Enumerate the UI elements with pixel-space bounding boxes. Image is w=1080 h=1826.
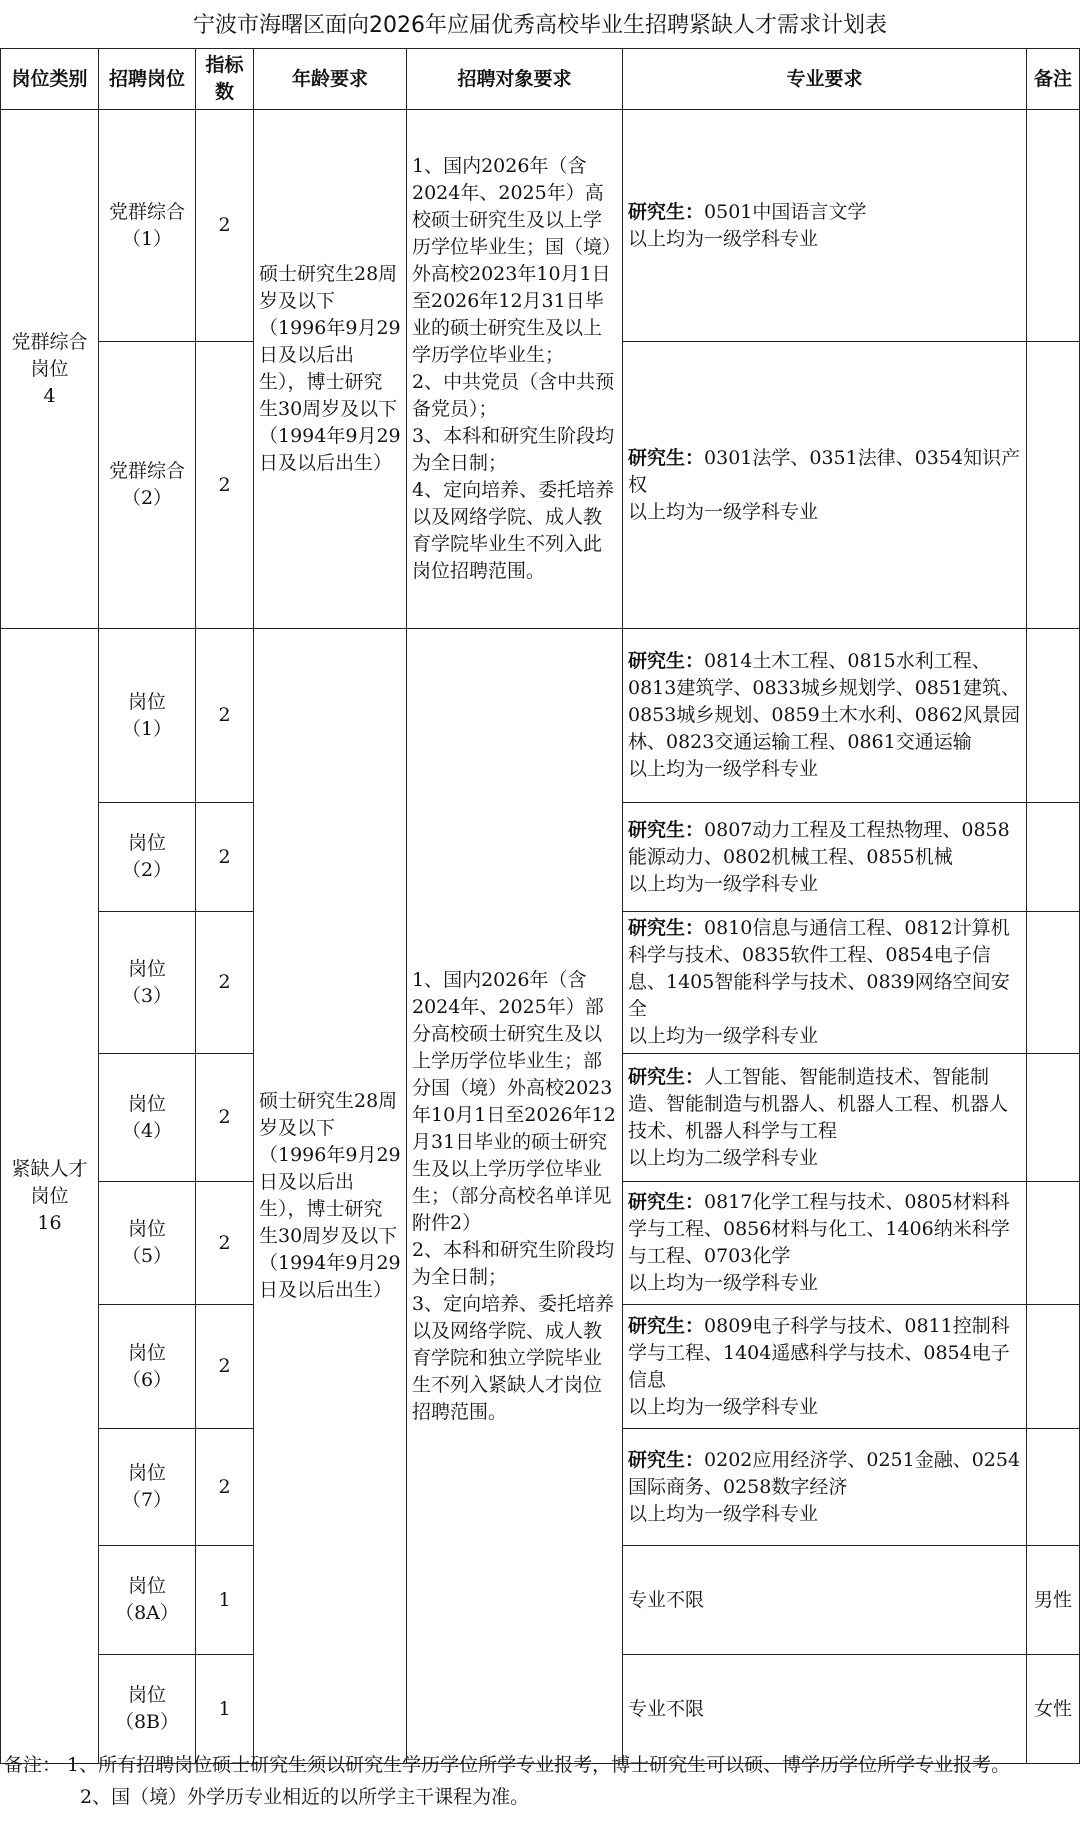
- major-text: 0817化学工程与技术、0805材料科学与工程、0856材料与化工、1406纳米科学与工程、0703化学 以上均为一级学科专业: [628, 1191, 1010, 1294]
- major-requirement-cell: [623, 1546, 1027, 1655]
- major-text: 0807动力工程及工程热物理、0858能源动力、0802机械工程、0855机械 以上均为一级学科专业: [628, 818, 1010, 895]
- count-cell: 2: [196, 1182, 254, 1305]
- col-header-age: 年龄要求: [254, 49, 407, 110]
- post-cell: 岗位 （2）: [99, 803, 196, 912]
- major-text: 0809电子科学与技术、0811控制科学与工程、1404遥感科学与技术、0854电子信息 以上均为一级学科专业: [628, 1314, 1010, 1418]
- major-text: 0810信息与通信工程、0812计算机科学与技术、0835软件工程、0854电子信息、1405智能科学与技术、0839网络空间安全 以上均为一级学科专业: [628, 917, 1010, 1047]
- major-label: 研究生：: [628, 1448, 705, 1471]
- note-cell: [1027, 1182, 1080, 1305]
- major-requirement-cell: [623, 1054, 1027, 1182]
- post-cell: 岗位 （4）: [99, 1054, 196, 1182]
- age-requirement-cell: 硕士研究生28周岁及以下（1996年9月29日及以后出生），博士研究生30周岁及以下（1994年9月29日及以后出生）: [254, 629, 407, 1764]
- target-requirement-cell: 1、国内2026年（含2024年、2025年）高校硕士研究生及以上学历学位毕业生；国（境）外高校2023年10月1日至2026年12月31日毕业的硕士研究生及以上学历学位毕业生； 2、中共党员（含中共预备党员）； 3、本科和研究生阶段均为全日制； 4、定向培养、委托培养以及网络学院、成人教育学院毕业生不列入此岗位招聘范围。: [407, 110, 623, 629]
- count-cell: 2: [196, 110, 254, 342]
- count-cell: 2: [196, 629, 254, 803]
- note-cell: [1027, 912, 1080, 1054]
- major-text: 人工智能、智能制造技术、智能制造、智能制造与机器人、机器人工程、机器人技术、机器人科学与工程 以上均为二级学科专业: [628, 1065, 1009, 1169]
- major-requirement-cell: [623, 1305, 1027, 1429]
- table-row: [1, 629, 1080, 803]
- note-cell: [1027, 1305, 1080, 1429]
- col-header-post: 招聘岗位: [99, 49, 196, 110]
- note-cell: [1027, 110, 1080, 342]
- note-cell: 男性: [1027, 1546, 1080, 1655]
- count-cell: 1: [196, 1546, 254, 1655]
- note-cell: 女性: [1027, 1655, 1080, 1764]
- major-label: 研究生：: [628, 1065, 705, 1088]
- footnote-1: 备注： 1、所有招聘岗位硕士研究生须以研究生学历学位所学专业报考，博士研究生可以硕、博学历学位所学专业报考。: [4, 1754, 1011, 1776]
- post-cell: 岗位 （3）: [99, 912, 196, 1054]
- major-label: 研究生：: [628, 1191, 705, 1213]
- page-title: 宁波市海曙区面向2026年应届优秀高校毕业生招聘紧缺人才需求计划表: [193, 13, 887, 38]
- major-text: 专业不限: [628, 1697, 705, 1720]
- col-header-major: 专业要求: [623, 49, 1027, 110]
- major-requirement-cell: [623, 803, 1027, 912]
- note-cell: [1027, 803, 1080, 912]
- major-requirement-cell: [623, 912, 1027, 1054]
- count-cell: 2: [196, 342, 254, 629]
- post-cell: 党群综合 （1）: [99, 110, 196, 342]
- note-cell: [1027, 342, 1080, 629]
- count-cell: 2: [196, 1305, 254, 1429]
- post-cell: 岗位 （8B）: [99, 1655, 196, 1764]
- post-cell: 岗位 （5）: [99, 1182, 196, 1305]
- col-header-count: 指标数: [196, 49, 254, 110]
- major-label: 研究生：: [628, 200, 705, 223]
- major-label: 研究生：: [628, 1314, 705, 1337]
- post-cell: 岗位 （7）: [99, 1429, 196, 1546]
- count-cell: 2: [196, 1054, 254, 1182]
- major-label: 研究生：: [628, 917, 705, 939]
- major-requirement-cell: [623, 110, 1027, 342]
- count-cell: 2: [196, 1429, 254, 1546]
- major-requirement-cell: [623, 1429, 1027, 1546]
- count-cell: 2: [196, 912, 254, 1054]
- count-cell: 1: [196, 1655, 254, 1764]
- major-requirement-cell: [623, 342, 1027, 629]
- post-cell: 岗位 （8A）: [99, 1546, 196, 1655]
- major-label: 研究生：: [628, 650, 705, 672]
- major-text: 专业不限: [628, 1588, 705, 1611]
- note-cell: [1027, 1054, 1080, 1182]
- target-requirement-cell: 1、国内2026年（含2024年、2025年）部分高校硕士研究生及以上学历学位毕业生；部分国（境）外高校2023年10月1日至2026年12月31日毕业的硕士研究生及以上学历学位毕业生；（部分高校名单详见附件2） 2、本科和研究生阶段均为全日制； 3、定向培养、委托培养以及网络学院、成人教育学院和独立学院毕业生不列入紧缺人才岗位招聘范围。: [407, 629, 623, 1764]
- footnote-2: 2、国（境）外学历专业相近的以所学主干课程为准。: [80, 1786, 530, 1808]
- age-requirement-cell: 硕士研究生28周岁及以下（1996年9月29日及以后出生），博士研究生30周岁及以下（1994年9月29日及以后出生）: [254, 110, 407, 629]
- post-cell: 岗位 （6）: [99, 1305, 196, 1429]
- major-requirement-cell: [623, 1655, 1027, 1764]
- major-label: 研究生：: [628, 818, 705, 841]
- major-text: 0501中国语言文学 以上均为一级学科专业: [628, 200, 867, 250]
- category-cell: 紧缺人才岗位 16: [1, 629, 99, 1764]
- major-label: 研究生：: [628, 446, 705, 469]
- major-requirement-cell: [623, 629, 1027, 803]
- category-cell: 党群综合岗位 4: [1, 110, 99, 629]
- post-cell: 岗位 （1）: [99, 629, 196, 803]
- table-row: [1, 110, 1080, 342]
- footnotes: [0, 1752, 1080, 1810]
- post-cell: 党群综合 （2）: [99, 342, 196, 629]
- major-text: 0301法学、0351法律、0354知识产权 以上均为一级学科专业: [628, 446, 1021, 523]
- major-requirement-cell: [623, 1182, 1027, 1305]
- count-cell: 2: [196, 803, 254, 912]
- recruitment-table: [0, 48, 1080, 1764]
- col-header-note: 备注: [1027, 49, 1080, 110]
- major-text: 0202应用经济学、0251金融、0254国际商务、0258数字经济 以上均为一级学科专业: [628, 1448, 1021, 1525]
- major-text: 0814土木工程、0815水利工程、0813建筑学、0833城乡规划学、0851建筑、0853城乡规划、0859土木水利、0862风景园林、0823交通运输工程、0861交通运输 以上均为一级学科专业: [628, 650, 1021, 780]
- note-cell: [1027, 629, 1080, 803]
- col-header-category: 岗位类别: [1, 49, 99, 110]
- col-header-target: 招聘对象要求: [407, 49, 623, 110]
- header-row: [1, 49, 1080, 110]
- note-cell: [1027, 1429, 1080, 1546]
